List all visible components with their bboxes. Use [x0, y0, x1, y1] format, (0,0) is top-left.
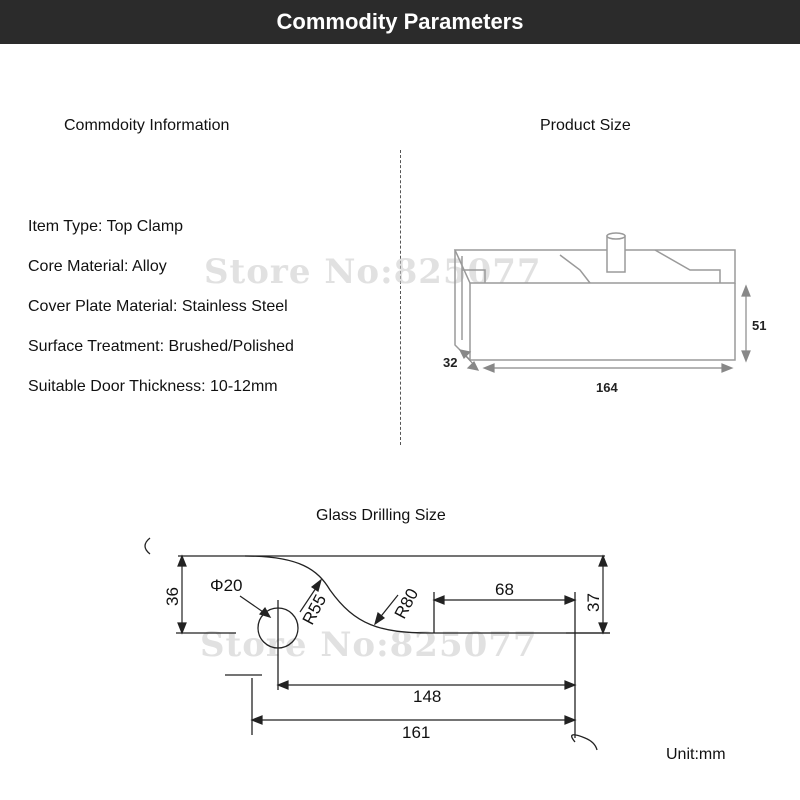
dim-hole-diameter: Φ20: [210, 576, 243, 595]
dim-thickness: 36: [163, 587, 182, 606]
dim-r80: R80: [390, 585, 423, 622]
dim-r55: R55: [298, 591, 331, 628]
watermark-bottom: Store No:825077: [200, 625, 538, 665]
spec-surface-treatment: Surface Treatment: Brushed/Polished: [28, 338, 294, 355]
watermark-top: Store No:825077: [204, 252, 542, 292]
spec-item-type: Item Type: Top Clamp: [28, 218, 184, 235]
page-title: Commodity Parameters: [276, 9, 524, 34]
dim-68: 68: [495, 580, 514, 599]
drilling-title: Glass Drilling Size: [316, 507, 446, 524]
dim-161: 161: [402, 723, 431, 742]
dim-37: 37: [584, 593, 603, 612]
spec-cover-material: Cover Plate Material: Stainless Steel: [28, 298, 288, 315]
unit-label: Unit:mm: [666, 746, 726, 763]
commodity-info-title: Commdoity Information: [64, 117, 230, 134]
spec-core-material: Core Material: Alloy: [28, 258, 167, 275]
dim-length: 164: [596, 380, 618, 395]
dim-width: 32: [443, 355, 458, 370]
dim-148: 148: [413, 687, 442, 706]
product-size-title: Product Size: [540, 117, 631, 134]
spec-door-thickness: Suitable Door Thickness: 10-12mm: [28, 378, 278, 395]
dim-height: 51: [752, 318, 767, 333]
